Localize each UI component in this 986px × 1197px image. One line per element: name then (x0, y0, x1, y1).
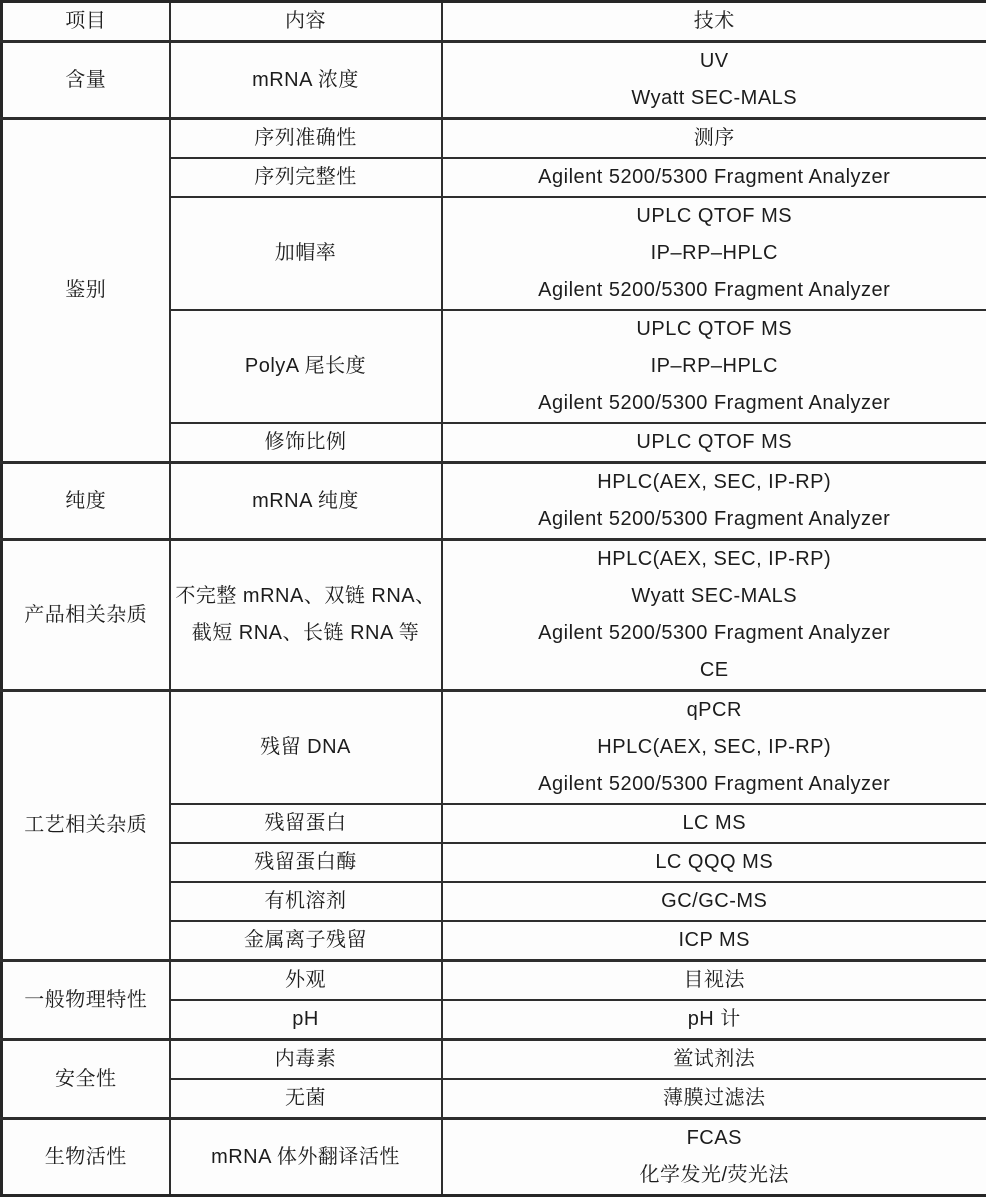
table-row (2, 540, 986, 691)
technique-line: GC/GC-MS (443, 883, 986, 920)
item-cell: 一般物理特性 (2, 961, 170, 1040)
table-row (2, 1040, 986, 1080)
technique-cell (442, 804, 986, 843)
content-cell: mRNA 体外翻译活性 (170, 1119, 442, 1196)
table-body (2, 42, 986, 1196)
content-cell: 残留 DNA (170, 691, 442, 805)
technique-line: pH 计 (443, 1001, 986, 1038)
header-technique: 技术 (442, 2, 986, 42)
table-row (2, 42, 986, 119)
item-cell: 工艺相关杂质 (2, 691, 170, 961)
technique-line: Agilent 5200/5300 Fragment Analyzer (443, 272, 986, 309)
content-cell: 有机溶剂 (170, 882, 442, 921)
content-cell: 修饰比例 (170, 423, 442, 463)
technique-cell (442, 310, 986, 423)
content-cell: 内毒素 (170, 1040, 442, 1080)
technique-line: 鲎试剂法 (443, 1041, 986, 1078)
technique-line: IP–RP–HPLC (443, 348, 986, 385)
technique-line: UV (443, 43, 986, 80)
content-cell: pH (170, 1000, 442, 1040)
content-cell: 外观 (170, 961, 442, 1001)
technique-cell (442, 423, 986, 463)
item-cell: 产品相关杂质 (2, 540, 170, 691)
technique-cell (442, 119, 986, 159)
technique-line: UPLC QTOF MS (443, 198, 986, 235)
technique-line: IP–RP–HPLC (443, 235, 986, 272)
item-cell: 含量 (2, 42, 170, 119)
technique-line: CE (443, 652, 986, 689)
table-row (2, 463, 986, 540)
content-cell: 加帽率 (170, 197, 442, 310)
item-cell: 鉴别 (2, 119, 170, 463)
content-cell: 金属离子残留 (170, 921, 442, 961)
technique-cell (442, 1079, 986, 1119)
technique-cell (442, 961, 986, 1001)
technique-line: Agilent 5200/5300 Fragment Analyzer (443, 385, 986, 422)
content-cell: mRNA 浓度 (170, 42, 442, 119)
technique-line: Wyatt SEC-MALS (443, 578, 986, 615)
technique-cell (442, 197, 986, 310)
table-row (2, 119, 986, 159)
content-cell: 残留蛋白酶 (170, 843, 442, 882)
technique-cell (442, 882, 986, 921)
technique-cell (442, 463, 986, 540)
technique-line: Agilent 5200/5300 Fragment Analyzer (443, 766, 986, 803)
technique-line: 测序 (443, 120, 986, 157)
item-cell: 纯度 (2, 463, 170, 540)
table-row (2, 691, 986, 805)
content-cell: 不完整 mRNA、双链 RNA、截短 RNA、长链 RNA 等 (170, 540, 442, 691)
technique-line: HPLC(AEX, SEC, IP-RP) (443, 464, 986, 501)
technique-cell (442, 42, 986, 119)
technique-line: FCAS (443, 1120, 986, 1157)
content-cell: PolyA 尾长度 (170, 310, 442, 423)
technique-line: 化学发光/荧光法 (443, 1157, 986, 1194)
table-row (2, 1119, 986, 1196)
technique-line: Agilent 5200/5300 Fragment Analyzer (443, 159, 986, 196)
technique-cell (442, 921, 986, 961)
technique-cell (442, 843, 986, 882)
table-row (2, 961, 986, 1001)
header-row (2, 2, 986, 42)
technique-line: Agilent 5200/5300 Fragment Analyzer (443, 615, 986, 652)
content-cell: 无菌 (170, 1079, 442, 1119)
technique-cell (442, 1119, 986, 1196)
technique-cell (442, 1000, 986, 1040)
technique-cell (442, 540, 986, 691)
technique-line: 薄膜过滤法 (443, 1080, 986, 1117)
item-cell: 安全性 (2, 1040, 170, 1119)
technique-line: UPLC QTOF MS (443, 311, 986, 348)
technique-line: LC MS (443, 805, 986, 842)
technique-line: UPLC QTOF MS (443, 424, 986, 461)
technique-line: qPCR (443, 692, 986, 729)
header-content: 内容 (170, 2, 442, 42)
header-item: 项目 (2, 2, 170, 42)
technique-line: ICP MS (443, 922, 986, 959)
content-cell: mRNA 纯度 (170, 463, 442, 540)
technique-line: HPLC(AEX, SEC, IP-RP) (443, 541, 986, 578)
technique-line: 目视法 (443, 962, 986, 999)
content-cell: 残留蛋白 (170, 804, 442, 843)
content-cell: 序列准确性 (170, 119, 442, 159)
technique-line: HPLC(AEX, SEC, IP-RP) (443, 729, 986, 766)
technique-cell (442, 691, 986, 805)
technique-line: Wyatt SEC-MALS (443, 80, 986, 117)
technique-line: LC QQQ MS (443, 844, 986, 881)
content-cell: 序列完整性 (170, 158, 442, 197)
item-cell: 生物活性 (2, 1119, 170, 1196)
technique-cell (442, 1040, 986, 1080)
technique-line: Agilent 5200/5300 Fragment Analyzer (443, 501, 986, 538)
technique-cell (442, 158, 986, 197)
